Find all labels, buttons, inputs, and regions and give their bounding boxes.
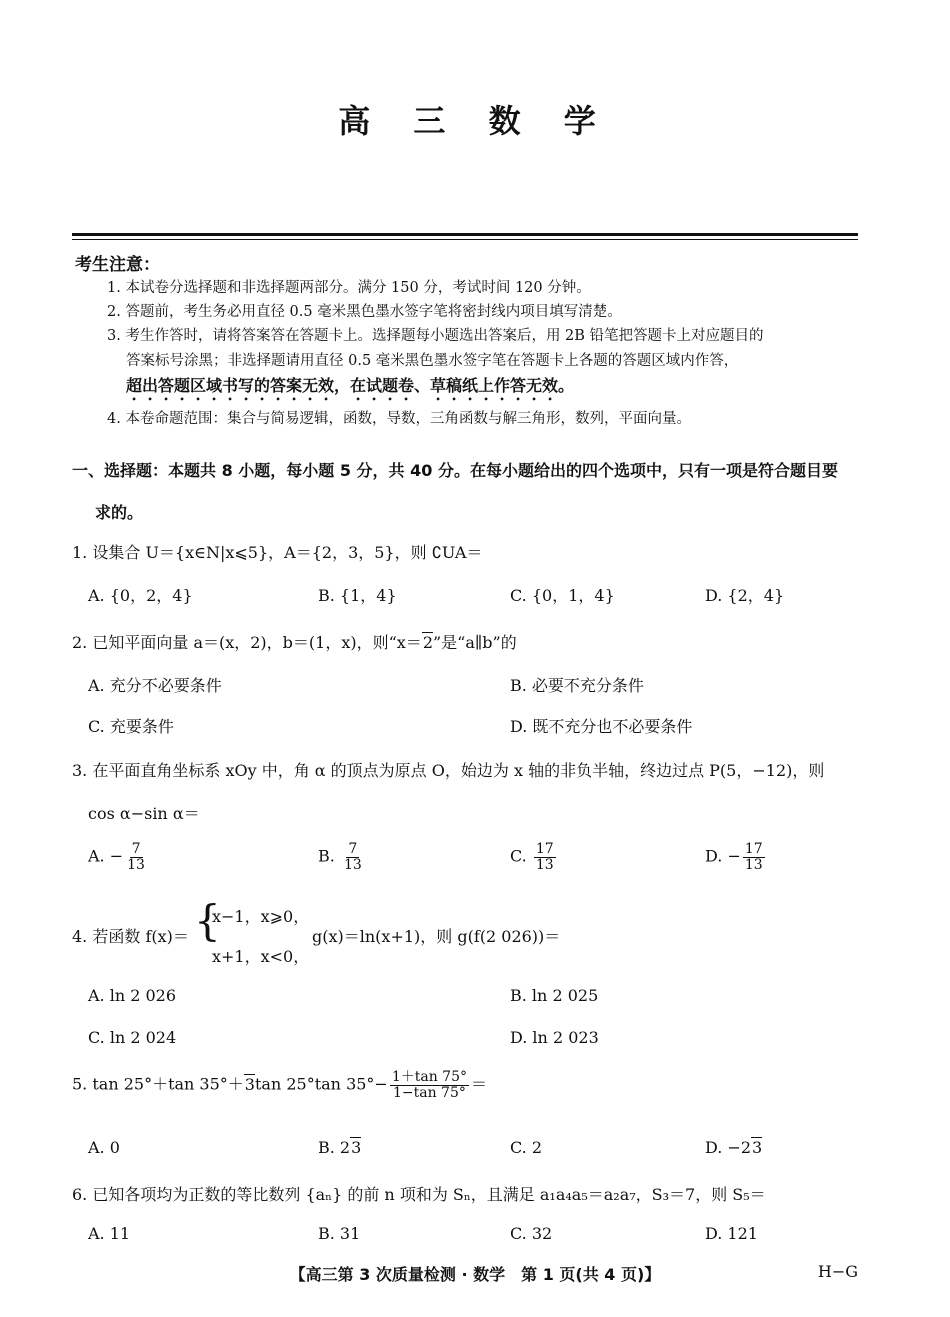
question-1-option-c: C. {0，1，4}	[510, 586, 615, 605]
fraction: $\frac{17}{13}$	[535, 841, 554, 873]
page-footer: 【高三第 3 次质量检测 · 数学 第 1 页(共 4 页)】	[289, 1265, 661, 1284]
section-heading-cont: 求的。	[95, 503, 144, 522]
question-3-option-d: D. − $\frac{17}{13}$	[705, 841, 763, 873]
question-1-option-a: A. {0，2，4}	[88, 586, 193, 605]
piecewise-brace: {	[194, 896, 221, 945]
notice-item: 3. 考生作答时，请将答案答在答题卡上。选择题每小题选出答案后，用 2B 铅笔把答题卡上对应题目的	[107, 328, 764, 344]
question-5-stem: 5. tan 25°＋tan 35°＋3tan 25°tan 35°− $\frac{1+\tan 75^\circ}{1-\tan 75^\circ}$ ＝	[72, 1069, 488, 1101]
divider-thick	[72, 233, 858, 236]
fraction: $\frac{17}{13}$	[744, 841, 763, 873]
question-4-option-d: D. ln 2 023	[510, 1028, 599, 1047]
question-3-stem: 3. 在平面直角坐标系 xOy 中，角 α 的顶点为原点 O，始边为 x 轴的非负半轴，终边过点 P(5，−12)，则	[72, 761, 825, 780]
question-4-option-a: A. ln 2 026	[88, 986, 177, 1005]
divider-thin	[72, 239, 858, 240]
question-6-option-d: D. 121	[705, 1224, 758, 1243]
question-2-option-b: B. 必要不充分条件	[510, 676, 644, 695]
notice-item: 答案标号涂黑；非选择题请用直径 0.5 毫米黑色墨水签字笔在答题卡上各题的答题区域内作答，	[126, 353, 739, 369]
question-2-option-d: D. 既不充分也不必要条件	[510, 717, 693, 736]
question-4-option-b: B. ln 2 025	[510, 986, 599, 1005]
piecewise-case-2: x+1，x<0，	[212, 947, 310, 966]
question-2-option-c: C. 充要条件	[88, 717, 174, 736]
paper-code: H−G	[817, 1262, 858, 1281]
question-2-stem: 2. 已知平面向量 a＝(x，2)，b＝(1，x)，则“x＝2”是“a∥b”的	[72, 633, 517, 652]
question-5-option-d: D. −23	[705, 1138, 763, 1157]
question-3-option-c: C. $\frac{17}{13}$	[510, 841, 554, 873]
question-1-option-b: B. {1，4}	[318, 586, 397, 605]
question-3-option-b: B. $\frac{7}{13}$	[318, 841, 362, 873]
question-6-option-a: A. 11	[88, 1224, 131, 1243]
notice-emphasis: 超出答题区域书写的答案无效，在试题卷、草稿纸上作答无效。	[126, 376, 575, 395]
question-6-option-b: B. 31	[318, 1224, 361, 1243]
question-2-option-a: A. 充分不必要条件	[88, 676, 222, 695]
question-1-option-d: D. {2，4}	[705, 586, 785, 605]
question-4-lead: 4. 若函数 f(x)＝	[72, 927, 189, 946]
question-5-option-a: A. 0	[88, 1138, 120, 1157]
question-3-stem-cont: cos α−sin α＝	[88, 804, 200, 823]
question-4-option-c: C. ln 2 024	[88, 1028, 177, 1047]
question-6-stem: 6. 已知各项均为正数的等比数列 {aₙ} 的前 n 项和为 Sₙ，且满足 a₁a₄a₅＝a₂a₇，S₃＝7，则 S₅＝	[72, 1185, 766, 1204]
fraction: $\frac{7}{13}$	[343, 841, 362, 873]
page-title: 高 三 数 学	[338, 102, 612, 140]
question-5-option-c: C. 2	[510, 1138, 543, 1157]
fraction: $\frac{1+\tan 75^\circ}{1-\tan 75^\circ}$	[391, 1069, 467, 1101]
question-4-tail: g(x)＝ln(x+1)，则 g(f(2 026))＝	[312, 927, 561, 946]
sqrt-radicand: 3	[244, 1074, 255, 1094]
fraction: $\frac{7}{13}$	[127, 841, 145, 873]
notice-item: 4. 本卷命题范围：集合与简易逻辑，函数，导数，三角函数与解三角形，数列，平面向量。	[107, 411, 691, 427]
notice-item: 1. 本试卷分选择题和非选择题两部分。满分 150 分，考试时间 120 分钟。	[107, 280, 591, 296]
notice-item: 2. 答题前，考生务必用直径 0.5 毫米黑色墨水签字笔将密封线内项目填写清楚。	[107, 304, 622, 320]
sqrt-radicand: 2	[422, 633, 433, 652]
section-heading: 一、选择题：本题共 8 小题，每小题 5 分，共 40 分。在每小题给出的四个选项中，只有一项是符合题目要	[72, 461, 838, 480]
question-5-option-b: B. 23	[318, 1138, 362, 1157]
question-6-option-c: C. 32	[510, 1224, 553, 1243]
question-3-option-a: A. − $\frac{7}{13}$	[88, 841, 145, 873]
question-1-stem: 1. 设集合 U＝{x∈N|x⩽5}，A＝{2，3，5}，则 ∁UA＝	[72, 543, 483, 562]
notice-heading: 考生注意：	[75, 255, 160, 275]
piecewise-case-1: x−1，x⩾0，	[212, 907, 310, 926]
